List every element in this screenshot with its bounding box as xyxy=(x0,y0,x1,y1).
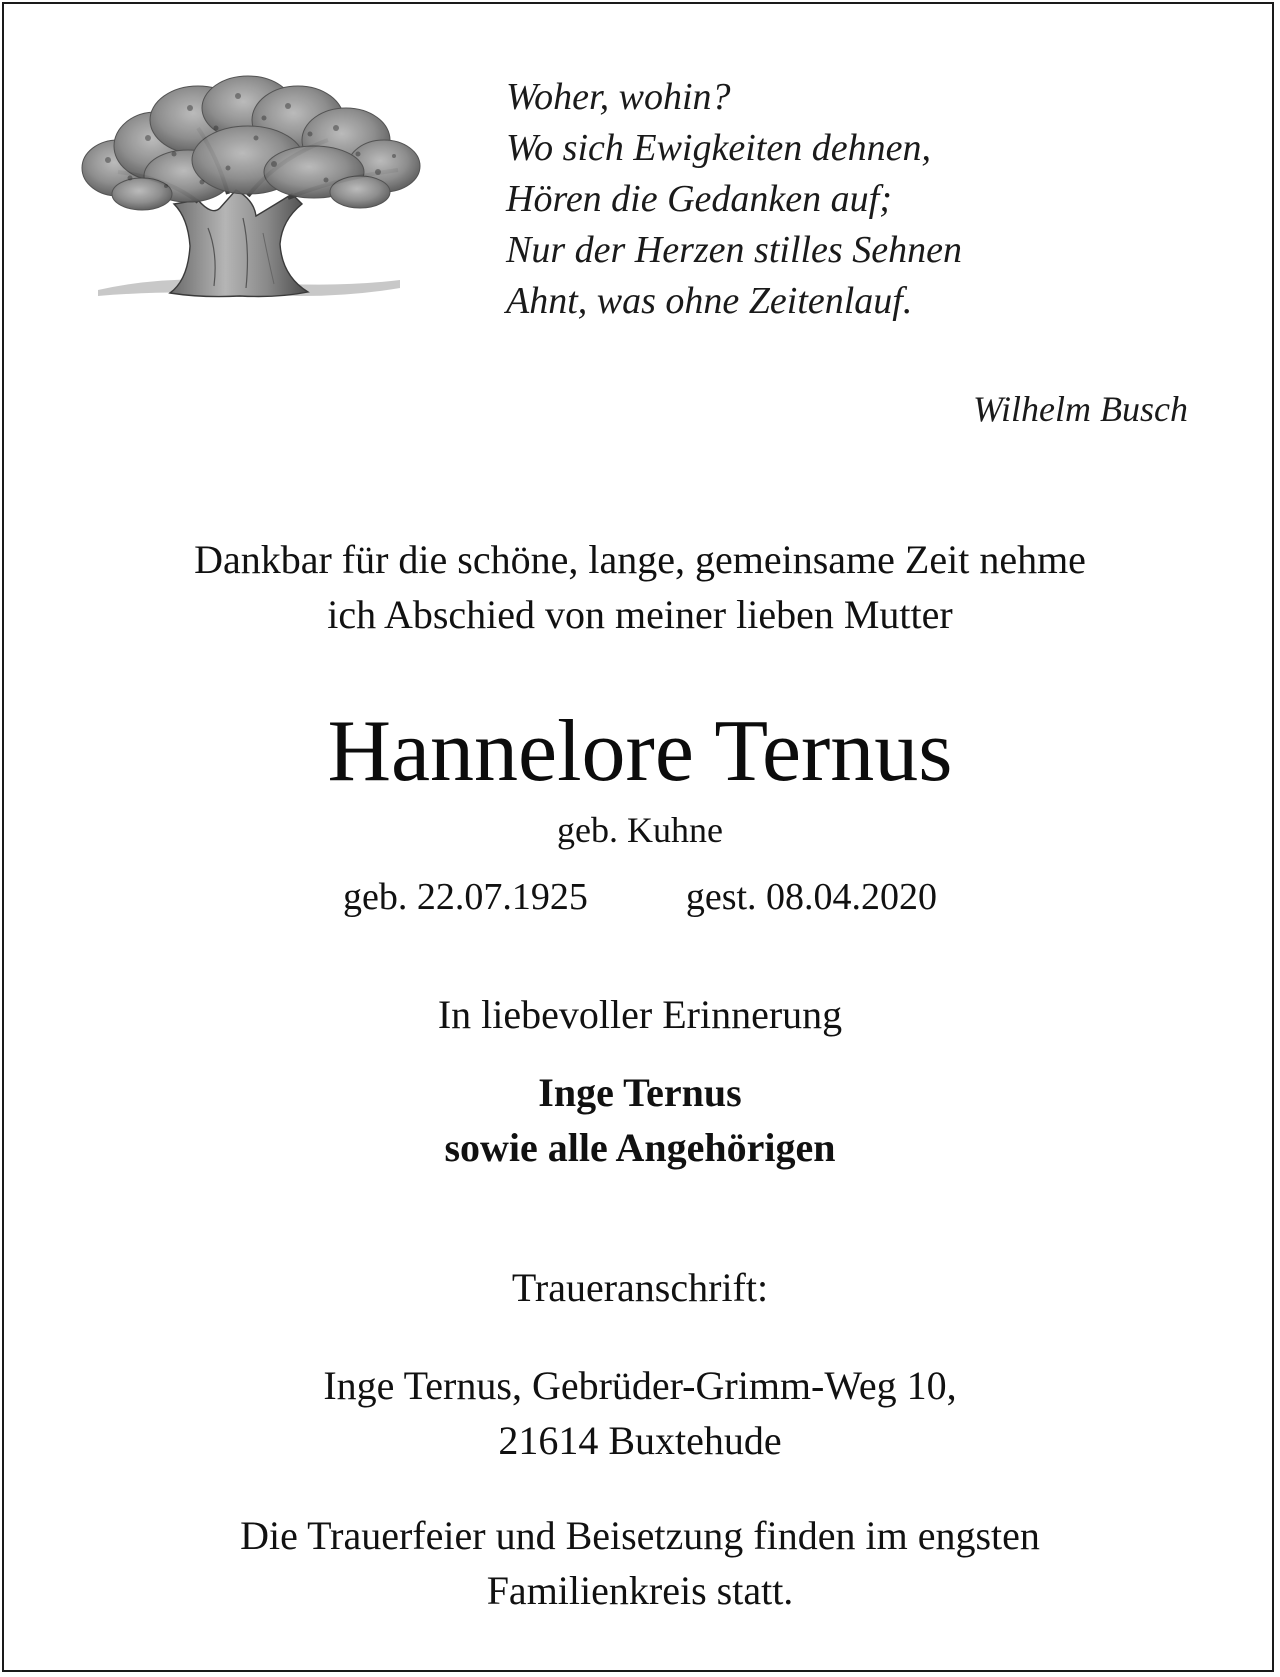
poem-line: Wo sich Ewigkeiten dehnen, xyxy=(506,127,931,169)
maiden-name: geb. Kuhne xyxy=(557,810,723,850)
intro-line: ich Abschied von meiner lieben Mutter xyxy=(327,592,953,637)
mourning-address xyxy=(0,1358,1280,1468)
poem-line: Ahnt, was ohne Zeitenlauf. xyxy=(506,280,913,322)
deceased-name: Hannelore Ternus xyxy=(327,703,953,800)
family-line: Inge Ternus xyxy=(538,1070,742,1115)
ceremony-line: Familienkreis statt. xyxy=(486,1568,794,1613)
family-signature xyxy=(0,1065,1280,1175)
death-date: gest. 08.04.2020 xyxy=(685,876,938,918)
life-dates xyxy=(0,873,1280,921)
poem xyxy=(506,72,962,327)
family-line: sowie alle Angehörigen xyxy=(444,1125,836,1170)
address-label: Traueranschrift: xyxy=(511,1265,769,1310)
address-line: 21614 Buxtehude xyxy=(498,1418,782,1463)
birth-date: geb. 22.07.1925 xyxy=(342,876,588,918)
poem-line: Hören die Gedanken auf; xyxy=(506,178,892,220)
poem-line: Woher, wohin? xyxy=(506,76,731,118)
address-line: Inge Ternus, Gebrüder-Grimm-Weg 10, xyxy=(323,1363,957,1408)
intro-text xyxy=(0,532,1280,642)
tree-illustration-icon xyxy=(78,68,424,306)
ceremony-line: Die Trauerfeier und Beisetzung finden im engsten xyxy=(240,1513,1040,1558)
intro-line: Dankbar für die schöne, lange, gemeinsame Zeit nehme xyxy=(194,537,1086,582)
memory-text: In liebevoller Erinnerung xyxy=(437,992,843,1037)
poem-line: Nur der Herzen stilles Sehnen xyxy=(506,229,962,271)
ceremony-note xyxy=(0,1508,1280,1618)
poem-author: Wilhelm Busch xyxy=(973,389,1188,429)
